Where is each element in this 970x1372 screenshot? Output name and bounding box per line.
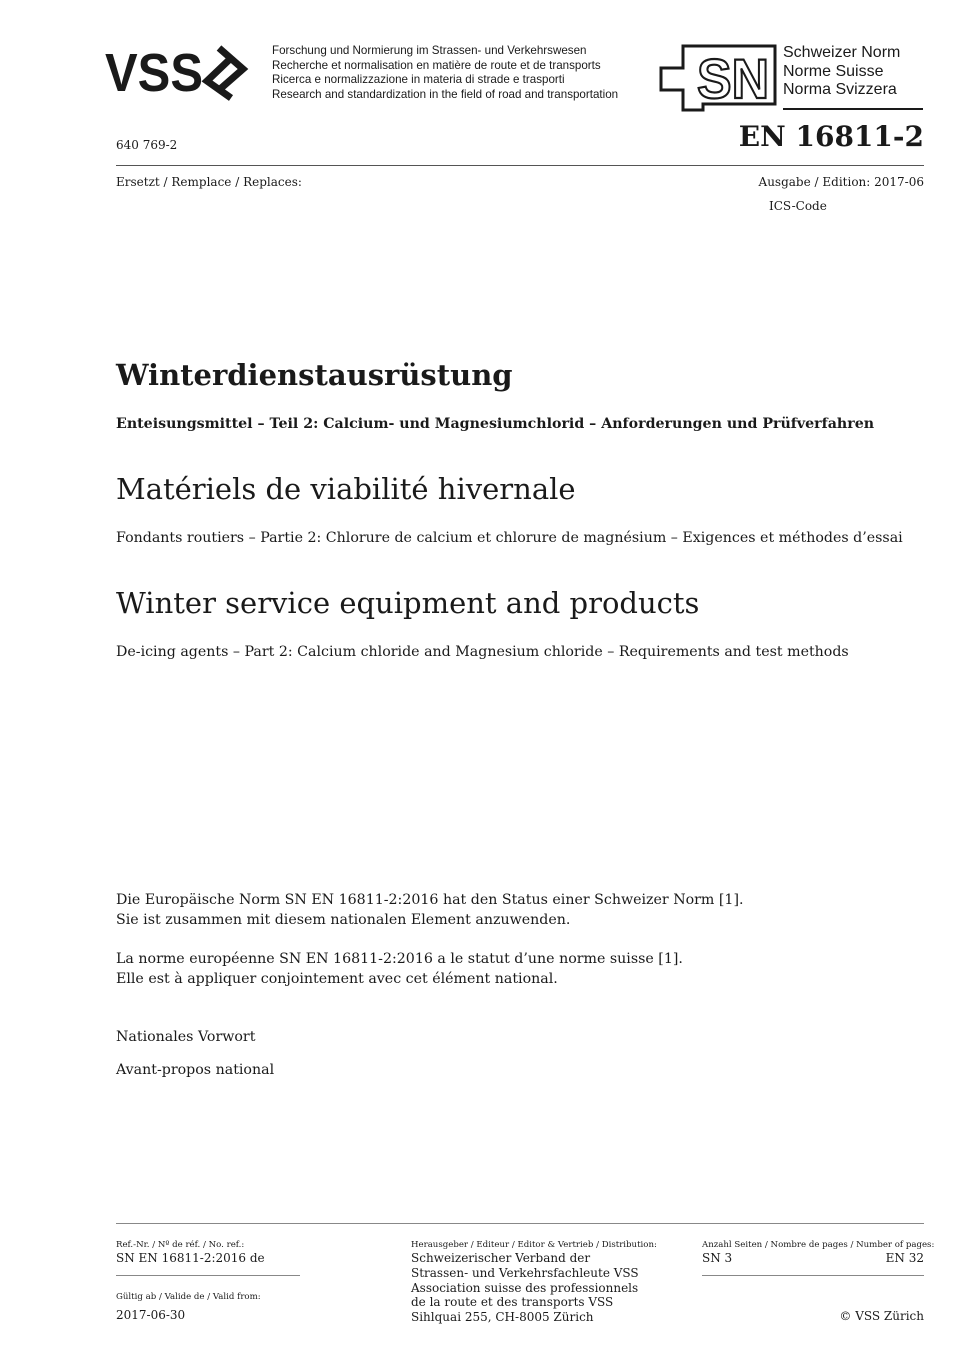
status-paragraph-german — [116, 891, 744, 930]
national-foreword-german: Nationales Vorwort — [116, 1029, 256, 1045]
publisher-label: Herausgeber / Editeur / Editor & Vertrieb / Distribution: — [411, 1240, 657, 1250]
subtitle-english: De-icing agents – Part 2: Calcium chloride and Magnesium chloride – Requirements and test methods — [116, 644, 849, 660]
copyright-notice: © VSS Zürich — [839, 1309, 924, 1323]
en-standard-number: EN 16811-2 — [738, 120, 924, 153]
ics-code-label: ICS-Code — [769, 199, 827, 213]
title-english: Winter service equipment and products — [116, 586, 700, 620]
reference-label: Ref.-Nr. / Nº de réf. / No. ref.: — [116, 1240, 245, 1250]
valid-from-label: Gültig ab / Valide de / Valid from: — [116, 1292, 261, 1302]
title-french: Matériels de viabilité hivernale — [116, 472, 576, 506]
page-count-en: EN 32 — [885, 1251, 924, 1265]
valid-from-value: 2017-06-30 — [116, 1308, 186, 1322]
title-german: Winterdienstausrüstung — [116, 358, 513, 392]
swiss-norm-it: Norma Svizzera — [783, 81, 897, 98]
national-foreword-french: Avant-propos national — [116, 1062, 275, 1078]
svg-text:VSS: VSS — [105, 43, 203, 102]
vss-tagline-it: Ricerca e normalizzazione in materia di strade e trasporti — [272, 73, 565, 87]
vss-logo — [105, 40, 265, 102]
status-line: Sie ist zusammen mit diesem nationalen Element anzuwenden. — [116, 911, 571, 928]
subtitle-french: Fondants routiers – Partie 2: Chlorure de calcium et chlorure de magnésium – Exigences et méthodes d’essai — [116, 530, 903, 546]
status-line: Die Europäische Norm SN EN 16811-2:2016 hat den Status einer Schweizer Norm [1]. — [116, 892, 744, 908]
logo-underline — [783, 108, 923, 110]
page-count-divider — [702, 1275, 924, 1276]
publisher-line: Association suisse des professionnels — [411, 1280, 639, 1295]
swiss-norm-de: Schweizer Norm — [783, 44, 901, 61]
publisher-line: Sihlquai 255, CH-8005 Zürich — [411, 1310, 594, 1325]
publisher-line: Schweizerischer Verband der — [411, 1251, 591, 1265]
document-number: 640 769-2 — [116, 138, 178, 152]
vss-tagline — [272, 44, 618, 102]
header-divider — [116, 165, 924, 166]
publisher-line: de la route et des transports VSS — [411, 1295, 614, 1310]
publisher-address — [411, 1251, 639, 1325]
vss-tagline-de: Forschung und Normierung im Strassen- und Verkehrswesen — [272, 44, 587, 57]
swiss-norm-fr: Norme Suisse — [783, 62, 884, 80]
swiss-norm-logo — [657, 44, 787, 112]
publisher-line: Strassen- und Verkehrsfachleute VSS — [411, 1265, 639, 1280]
svg-text:SN: SN — [697, 47, 769, 110]
subtitle-german: Enteisungsmittel – Teil 2: Calcium- und Magnesiumchlorid – Anforderungen und Prüfverfahren — [116, 416, 875, 432]
status-paragraph-french — [116, 950, 683, 989]
page-count-sn: SN 3 — [702, 1251, 733, 1265]
replaces-label: Ersetzt / Remplace / Replaces: — [116, 175, 302, 189]
status-line: Elle est à appliquer conjointement avec cet élément national. — [116, 970, 558, 987]
footer-divider — [116, 1223, 924, 1224]
edition-label: Ausgabe / Edition: 2017-06 — [758, 175, 924, 189]
reference-value: SN EN 16811-2:2016 de — [116, 1251, 265, 1265]
vss-tagline-en: Research and standardization in the field of road and transportation — [272, 87, 619, 101]
swiss-norm-label — [783, 44, 900, 100]
reference-divider — [116, 1275, 300, 1276]
vss-tagline-fr: Recherche et normalisation en matière de route et de transports — [272, 58, 601, 72]
page-count-label: Anzahl Seiten / Nombre de pages / Number of pages: — [702, 1240, 935, 1250]
status-line: La norme européenne SN EN 16811-2:2016 a le statut d’une norme suisse [1]. — [116, 951, 683, 967]
